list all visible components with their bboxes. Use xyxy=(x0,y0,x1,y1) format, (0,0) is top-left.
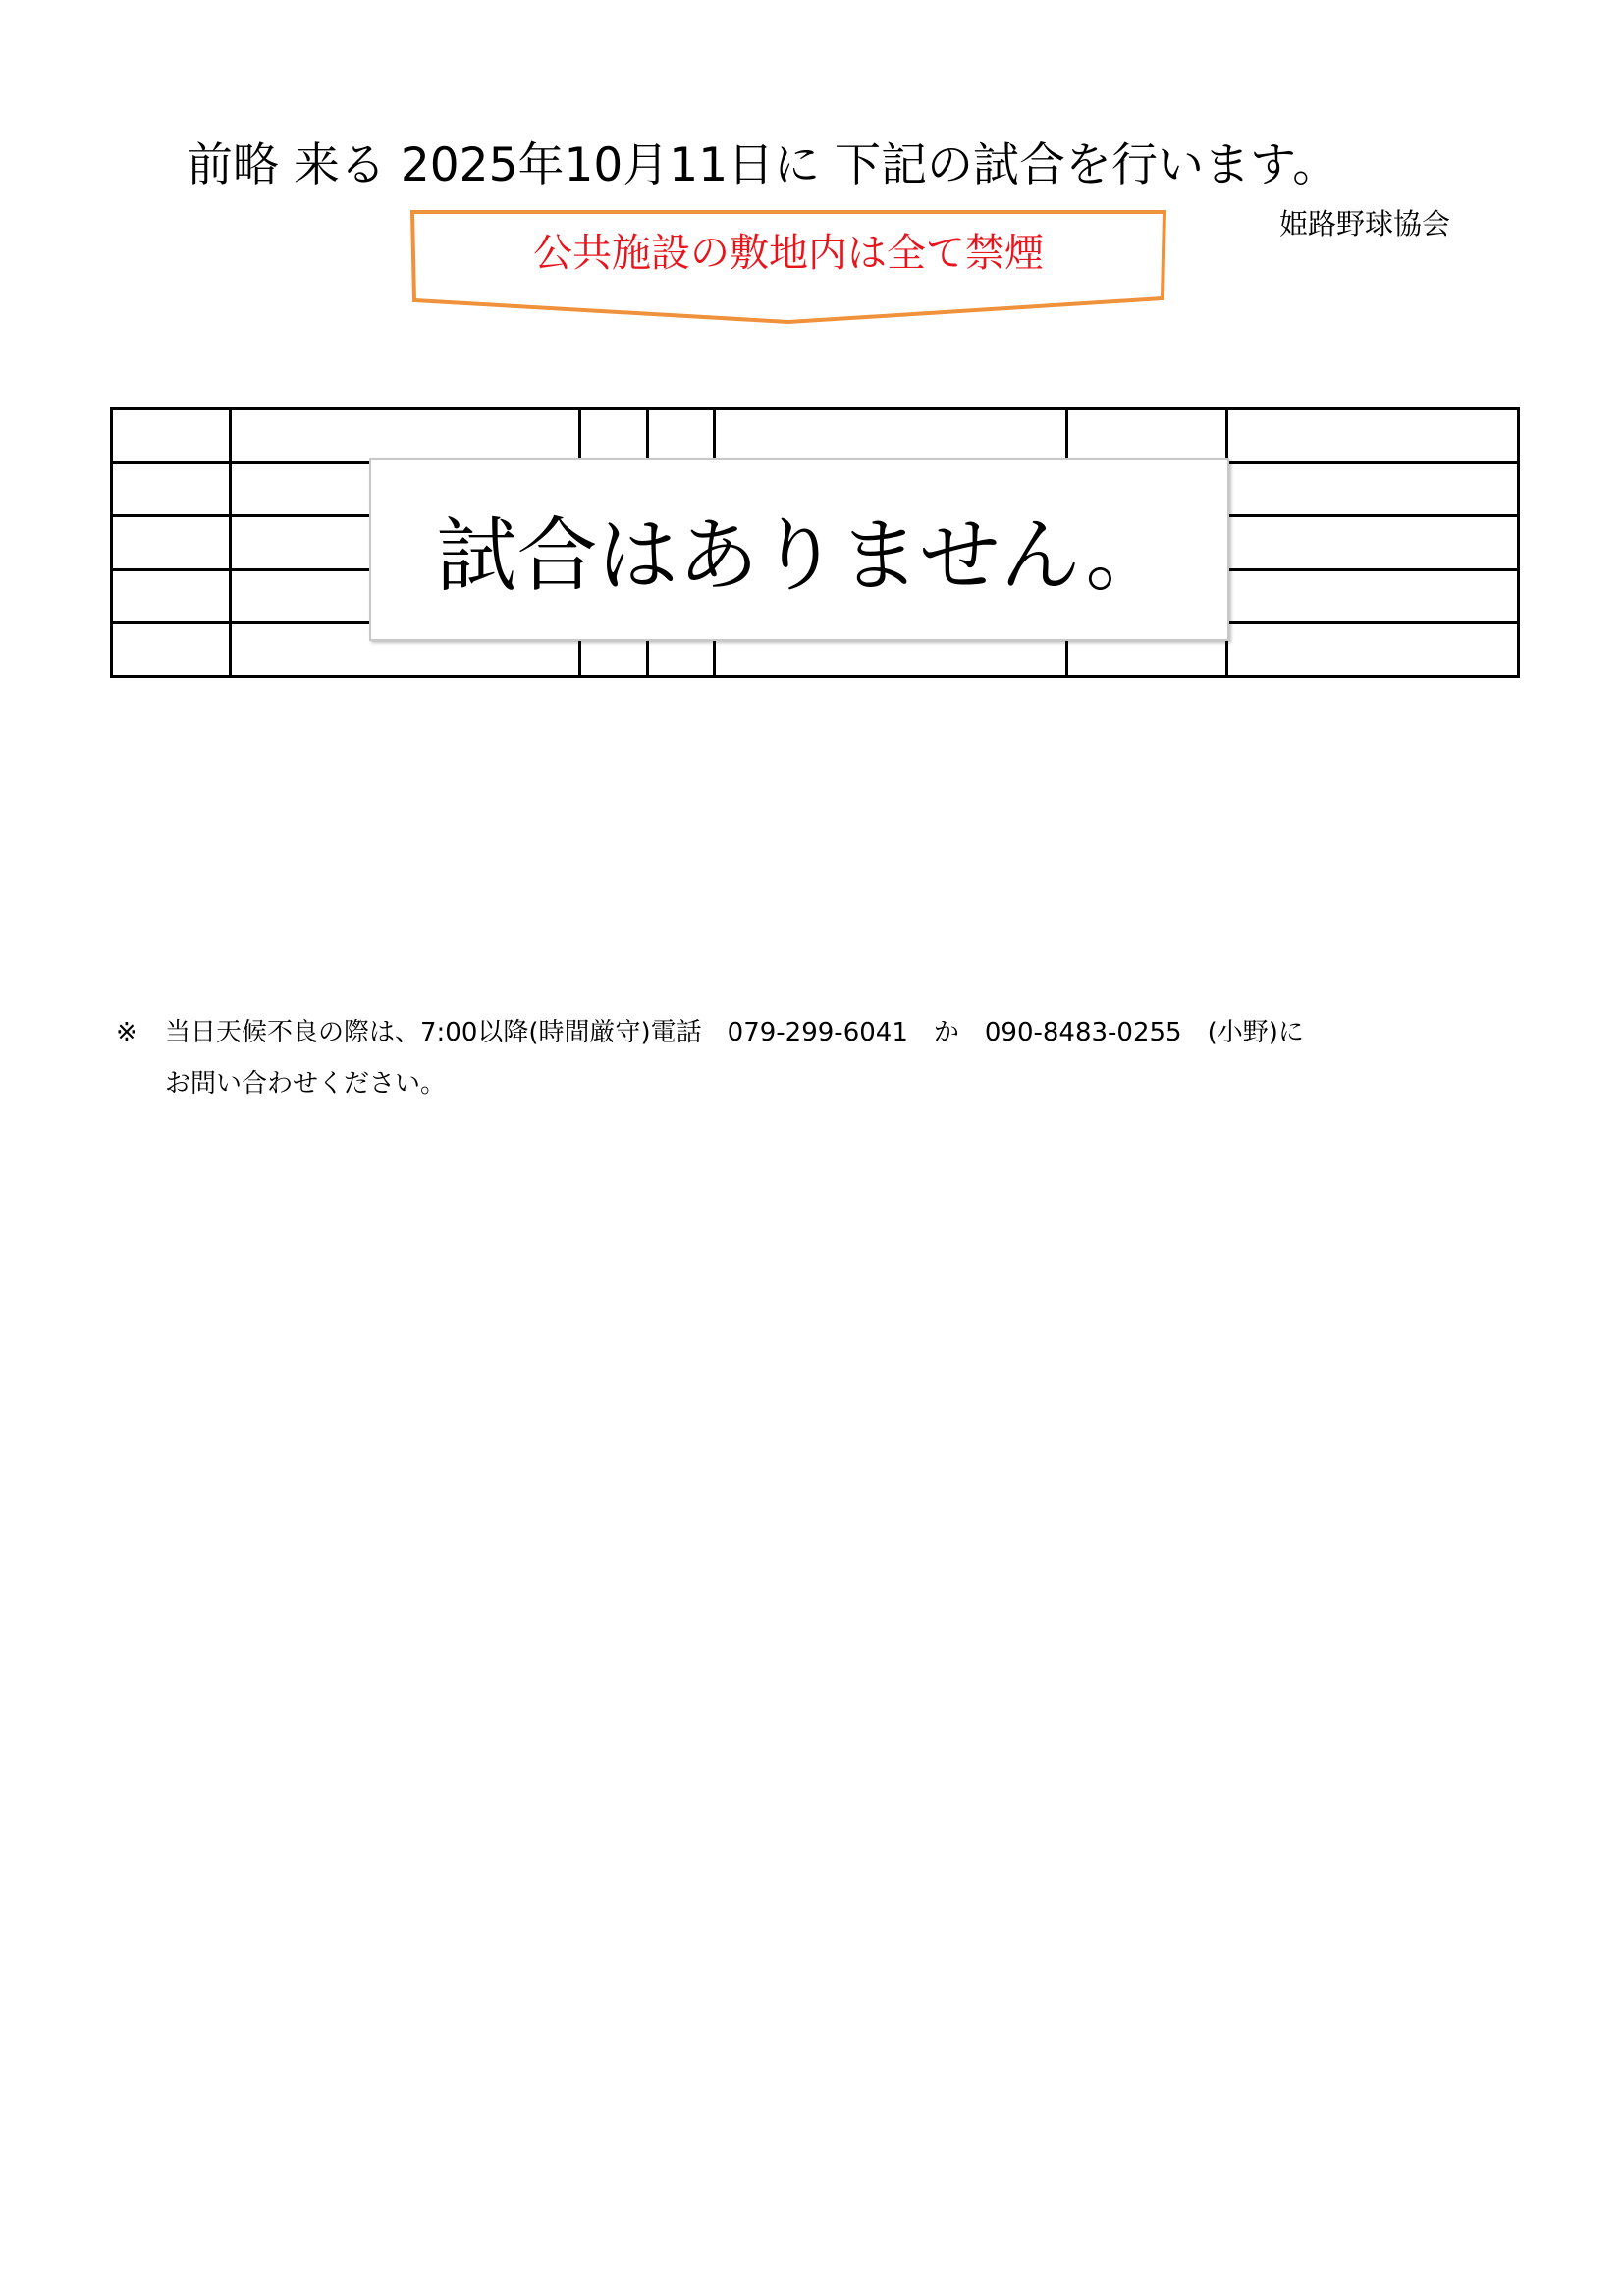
table-cell xyxy=(112,516,231,570)
note-mark: ※ xyxy=(116,1018,137,1047)
note-line-2: お問い合わせください。 xyxy=(165,1069,447,1098)
association-name: 姫路野球協会 xyxy=(1279,207,1451,240)
table-cell xyxy=(1227,623,1519,677)
table-cell xyxy=(580,409,648,463)
no-games-text: 試合はありません。 xyxy=(436,509,1166,603)
no-smoking-banner xyxy=(410,210,1166,326)
no-games-notice xyxy=(369,458,1229,641)
table-cell xyxy=(231,409,580,463)
table-cell xyxy=(112,409,231,463)
table-cell xyxy=(648,409,715,463)
table-cell xyxy=(1227,462,1519,516)
table-cell xyxy=(1067,409,1227,463)
note-line-1: 当日天候不良の際は、7:00以降(時間厳守)電話 079-299-6041 か 090-8483-0255 (小野)に xyxy=(165,1018,1304,1047)
table-cell xyxy=(112,462,231,516)
table-cell xyxy=(1227,409,1519,463)
table-cell xyxy=(112,569,231,623)
table-row xyxy=(112,409,1519,463)
table-cell xyxy=(715,409,1067,463)
headline: 前略 来る 2025年10月11日に 下記の試合を行います。 xyxy=(187,138,1339,192)
table-cell xyxy=(112,623,231,677)
table-cell xyxy=(1227,569,1519,623)
table-cell xyxy=(1227,516,1519,570)
banner-text: 公共施設の敷地内は全て禁煙 xyxy=(533,231,1044,276)
